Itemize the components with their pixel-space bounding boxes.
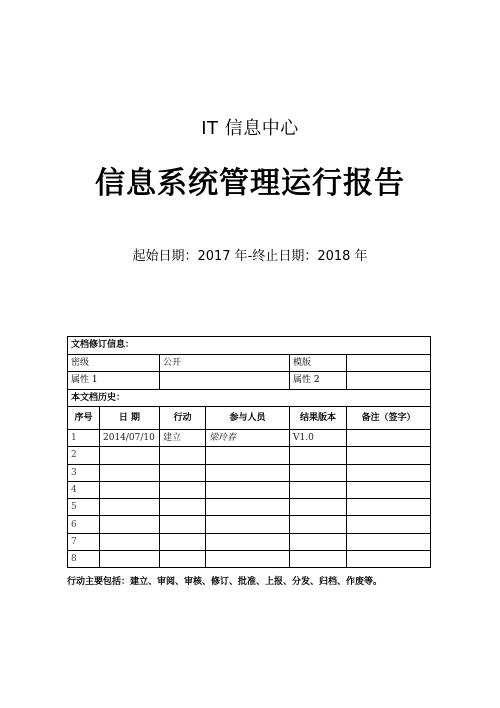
action-footnote: 行动主要包括：建立、审阅、审核、修订、批准、上报、分发、归档、作废等。 bbox=[67, 577, 383, 587]
row-action bbox=[160, 447, 206, 464]
row-date bbox=[100, 551, 160, 568]
row-date bbox=[100, 516, 160, 533]
row-version bbox=[290, 481, 347, 498]
row-remark bbox=[347, 464, 431, 481]
row-remark bbox=[347, 499, 431, 516]
table-row bbox=[68, 533, 431, 550]
row-date bbox=[100, 464, 160, 481]
row-participants bbox=[206, 481, 290, 498]
row-action bbox=[160, 533, 206, 550]
field-label-template: 模版 bbox=[290, 354, 347, 372]
row-number: 7 bbox=[68, 533, 100, 550]
row-number: 5 bbox=[68, 499, 100, 516]
row-version: V1.0 bbox=[290, 430, 347, 447]
row-participants bbox=[206, 447, 290, 464]
row-number: 1 bbox=[68, 430, 100, 447]
history-label: 本文档历史： bbox=[68, 389, 431, 407]
field-label-security: 密级 bbox=[68, 354, 160, 372]
table-row bbox=[68, 551, 431, 568]
row-action bbox=[160, 516, 206, 533]
row-participants bbox=[206, 499, 290, 516]
row-version bbox=[290, 551, 347, 568]
row-remark bbox=[347, 551, 431, 568]
row-participants bbox=[206, 464, 290, 481]
row-number: 8 bbox=[68, 551, 100, 568]
organization-name: IT 信息中心 bbox=[201, 118, 299, 139]
table-row bbox=[68, 516, 431, 533]
table-row bbox=[68, 499, 431, 516]
row-number: 4 bbox=[68, 481, 100, 498]
report-period: 起始日期：2017 年-终止日期：2018 年 bbox=[132, 249, 368, 264]
row-version bbox=[290, 447, 347, 464]
row-action: 建立 bbox=[160, 430, 206, 447]
row-date bbox=[100, 499, 160, 516]
row-action bbox=[160, 499, 206, 516]
row-remark bbox=[347, 481, 431, 498]
col-header-no: 序号 bbox=[68, 407, 100, 430]
row-version bbox=[290, 499, 347, 516]
revision-field-row bbox=[68, 372, 431, 390]
history-header-row bbox=[68, 407, 431, 430]
col-header-version: 结果版本 bbox=[290, 407, 347, 430]
history-rows bbox=[68, 430, 431, 568]
row-remark bbox=[347, 430, 431, 447]
field-value-security: 公开 bbox=[160, 354, 290, 372]
row-participants: 梁玲春 bbox=[206, 430, 290, 447]
table-row bbox=[68, 481, 431, 498]
row-participants bbox=[206, 516, 290, 533]
row-date bbox=[100, 481, 160, 498]
field-label-attr2: 属性 2 bbox=[290, 372, 347, 390]
row-number: 3 bbox=[68, 464, 100, 481]
row-number: 6 bbox=[68, 516, 100, 533]
row-remark bbox=[347, 447, 431, 464]
revision-field-row bbox=[68, 354, 431, 372]
row-version bbox=[290, 516, 347, 533]
table-row bbox=[68, 447, 431, 464]
row-date: 2014/07/10 bbox=[100, 430, 160, 447]
row-participants bbox=[206, 551, 290, 568]
row-date bbox=[100, 533, 160, 550]
row-action bbox=[160, 464, 206, 481]
table-row bbox=[68, 430, 431, 447]
field-value-template bbox=[347, 354, 431, 372]
table-row bbox=[68, 464, 431, 481]
row-date bbox=[100, 447, 160, 464]
row-remark bbox=[347, 516, 431, 533]
row-remark bbox=[347, 533, 431, 550]
field-value-attr2 bbox=[347, 372, 431, 390]
row-participants bbox=[206, 533, 290, 550]
field-label-attr1: 属性 1 bbox=[68, 372, 160, 390]
row-version bbox=[290, 533, 347, 550]
report-title: 信息系统管理运行报告 bbox=[95, 166, 405, 201]
col-header-remark: 备注（签字） bbox=[347, 407, 431, 430]
row-version bbox=[290, 464, 347, 481]
row-action bbox=[160, 551, 206, 568]
document-control-table bbox=[67, 336, 431, 568]
row-number: 2 bbox=[68, 447, 100, 464]
field-value-attr1 bbox=[160, 372, 290, 390]
col-header-participants: 参与人员 bbox=[206, 407, 290, 430]
row-action bbox=[160, 481, 206, 498]
revision-info-label: 文档修订信息： bbox=[68, 337, 431, 355]
col-header-date: 日 期 bbox=[100, 407, 160, 430]
col-header-action: 行动 bbox=[160, 407, 206, 430]
